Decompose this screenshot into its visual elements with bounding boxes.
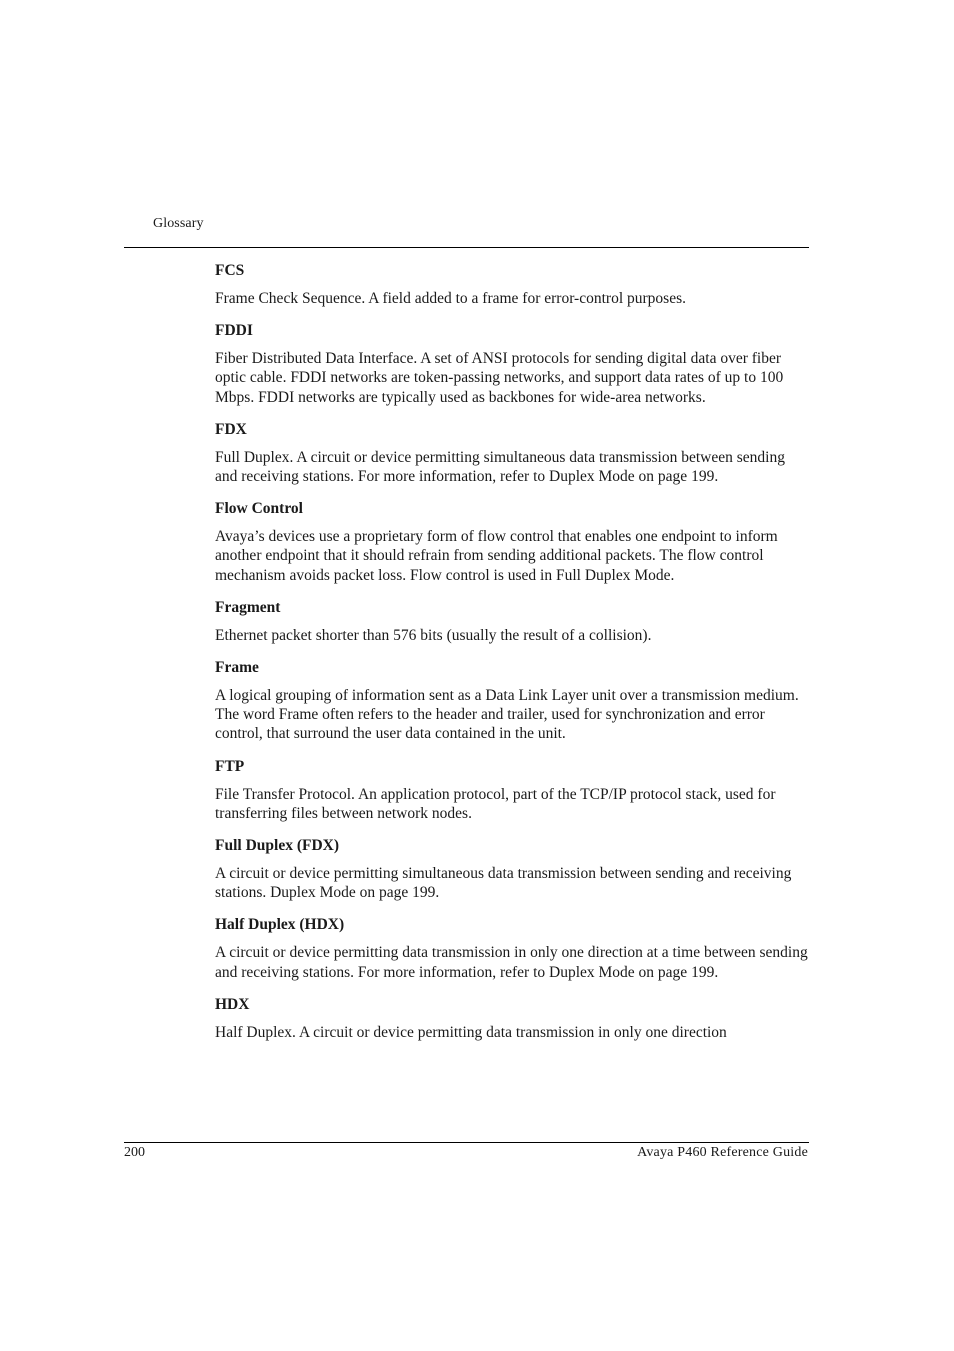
glossary-term: Half Duplex (HDX): [215, 916, 345, 934]
glossary-definition: Half Duplex. A circuit or device permitting data transmission in only one direction: [215, 1023, 727, 1041]
glossary-definition: File Transfer Protocol. An application protocol, part of the TCP/IP protocol stack, used for transferring files between network nodes.: [215, 785, 776, 822]
running-header: Glossary: [153, 216, 204, 231]
glossary-term: FDX: [215, 420, 247, 438]
glossary-definition: Frame Check Sequence. A field added to a frame for error-control purposes.: [215, 290, 686, 307]
glossary-term: FDDI: [215, 322, 253, 340]
header-rule: [124, 247, 809, 248]
glossary-term: Full Duplex (FDX): [215, 837, 339, 855]
document-title: Avaya P460 Reference Guide: [637, 1145, 808, 1160]
page-number: 200: [124, 1145, 145, 1160]
glossary-definition: Ethernet packet shorter than 576 bits (usually the result of a collision).: [215, 626, 652, 644]
glossary-definition: Full Duplex. A circuit or device permitting simultaneous data transmission between sending and receiving stations. For more information, refer to Duplex Mode on page 199.: [215, 448, 785, 486]
glossary-term: Flow Control: [215, 500, 303, 518]
glossary-term: FTP: [215, 757, 245, 775]
footer-rule: [124, 1142, 809, 1143]
glossary-content: [215, 261, 811, 1055]
glossary-term: HDX: [215, 995, 250, 1013]
glossary-definition: A logical grouping of information sent as a Data Link Layer unit over a transmission medium. The word Frame often refers to the header and trailer, used for synchronization and error control, that surround the user data contained in the unit.: [215, 687, 799, 743]
glossary-definition: A circuit or device permitting data transmission in only one direction at a time between sending and receiving stations. For more information, refer to Duplex Mode on page 199.: [215, 944, 808, 981]
glossary-definition: A circuit or device permitting simultaneous data transmission between sending and receiving stations. Duplex Mode on page 199.: [215, 865, 792, 902]
glossary-definition: Fiber Distributed Data Interface. A set of ANSI protocols for sending digital data over fiber optic cable. FDDI networks are token-passing networks, and support data rates of up to 100 Mbps. FDDI networks are typically used as backbones for wide-area networks.: [215, 350, 784, 406]
glossary-term: Fragment: [215, 598, 281, 616]
glossary-definition: Avaya’s devices use a proprietary form of flow control that enables one endpoint to inform another endpoint that it should refrain from sending additional packets. The flow control mechanism avoids packet loss. Flow control is used in Full Duplex Mode.: [215, 528, 778, 584]
glossary-term: FCS: [215, 262, 245, 279]
glossary-term: Frame: [215, 659, 259, 677]
